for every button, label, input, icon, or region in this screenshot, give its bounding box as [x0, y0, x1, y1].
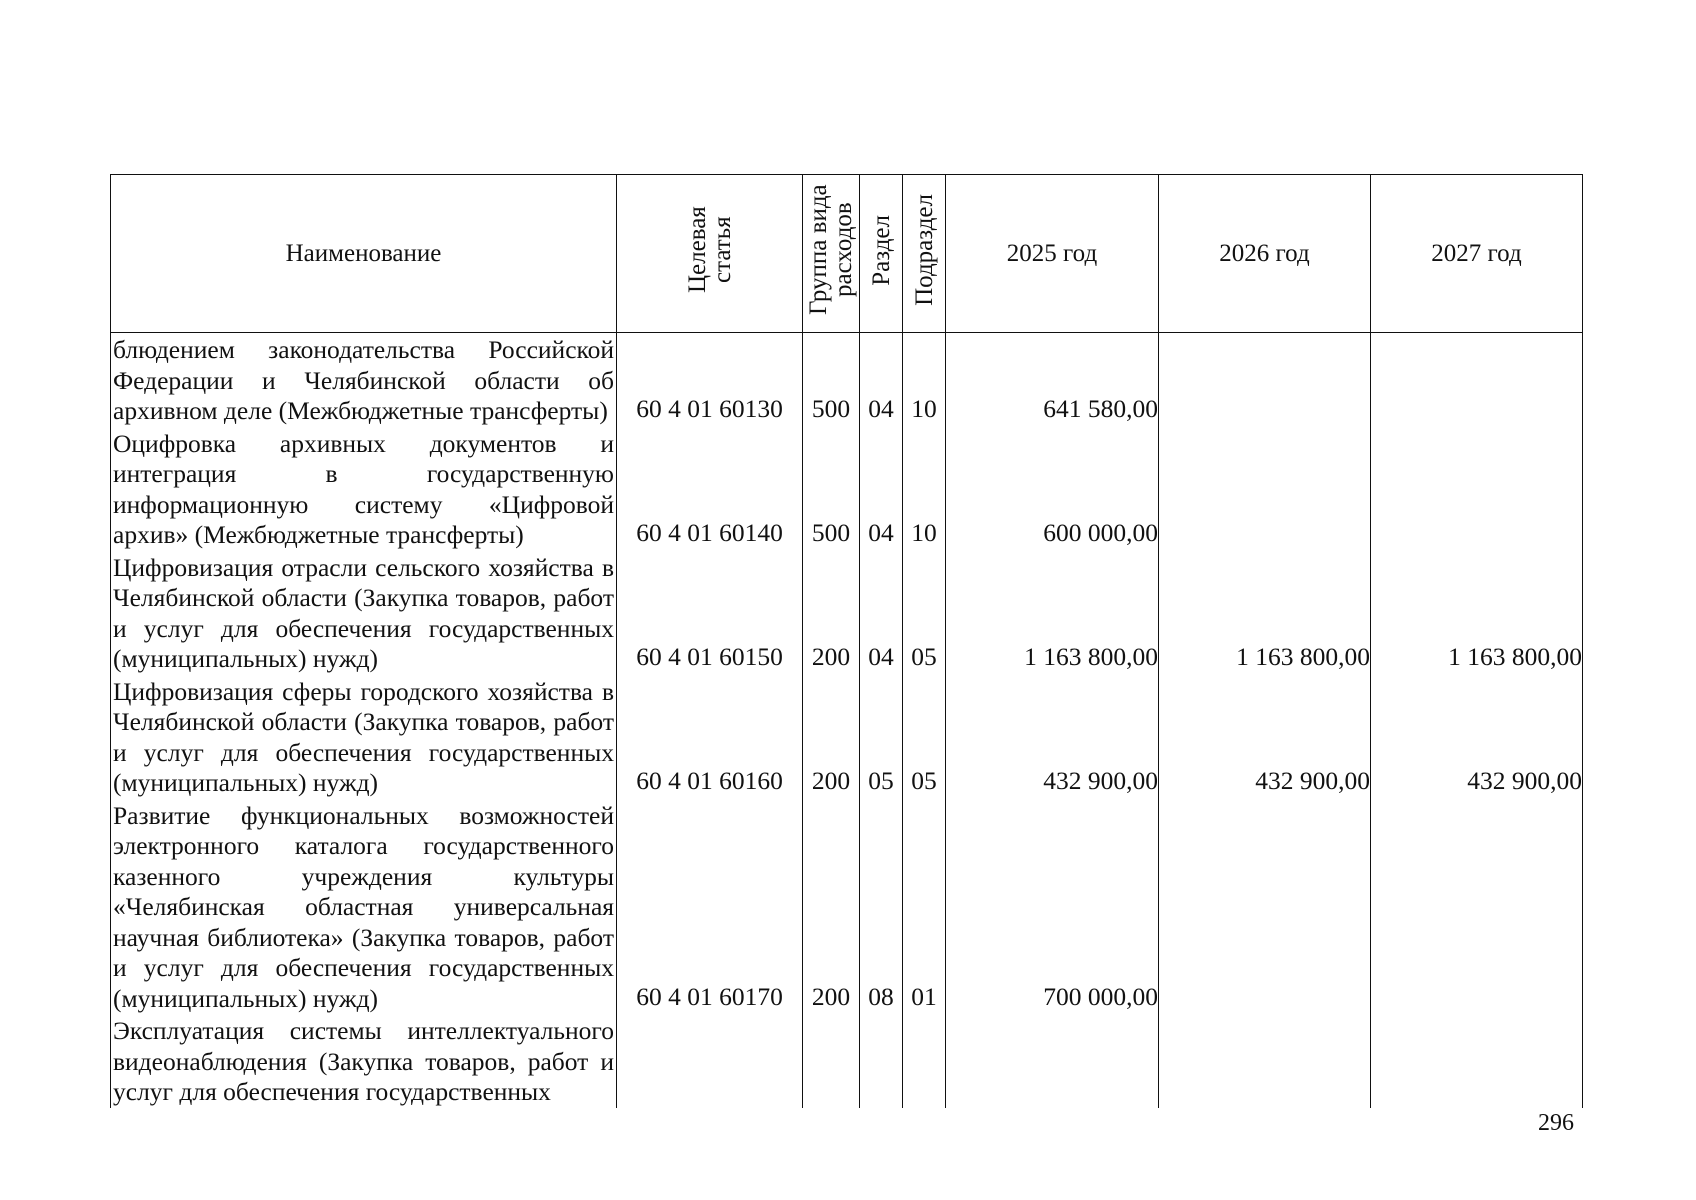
row-subsection [903, 1014, 946, 1108]
row-y2025: 700 000,00 [946, 799, 1159, 1015]
row-y2026: 1 163 800,00 [1159, 551, 1371, 675]
table-row [111, 675, 1583, 799]
row-y2027 [1371, 1014, 1583, 1108]
row-y2026 [1159, 427, 1371, 551]
row-group: 500 [803, 333, 860, 427]
row-y2025: 432 900,00 [946, 675, 1159, 799]
row-name: Оцифровка архивных документов и интеграция в государственную информационную систему «Цифровой архив» (Межбюджетные трансферты) [111, 427, 617, 551]
row-y2027 [1371, 799, 1583, 1015]
row-y2025: 1 163 800,00 [946, 551, 1159, 675]
row-article [617, 1014, 803, 1108]
header-year-2027: 2027 год [1371, 175, 1583, 333]
row-y2027 [1371, 333, 1583, 427]
row-name: Цифровизация отрасли сельского хозяйства в Челябинской области (Закупка товаров, работ и услуг для обеспечения государственных (муниципальных) нужд) [111, 551, 617, 675]
row-y2025: 641 580,00 [946, 333, 1159, 427]
row-y2025 [946, 1014, 1159, 1108]
header-section: Раздел [860, 175, 903, 333]
row-subsection: 01 [903, 799, 946, 1015]
row-group: 500 [803, 427, 860, 551]
row-y2026 [1159, 333, 1371, 427]
table-row [111, 799, 1583, 1015]
row-group: 200 [803, 799, 860, 1015]
row-subsection: 05 [903, 675, 946, 799]
budget-table [110, 174, 1583, 1108]
table-row [111, 1014, 1583, 1108]
row-name: Цифровизация сферы городского хозяйства в Челябинской области (Закупка товаров, работ и услуг для обеспечения государственных (муниципальных) нужд) [111, 675, 617, 799]
row-name: блюдением законодательства Российской Федерации и Челябинской области об архивном деле (Межбюджетные трансферты) [111, 333, 617, 427]
row-section: 05 [860, 675, 903, 799]
row-y2026 [1159, 1014, 1371, 1108]
page-number: 296 [1538, 1110, 1574, 1136]
header-year-2026: 2026 год [1159, 175, 1371, 333]
row-section: 04 [860, 551, 903, 675]
row-group: 200 [803, 675, 860, 799]
row-y2027 [1371, 427, 1583, 551]
row-subsection: 05 [903, 551, 946, 675]
row-group [803, 1014, 860, 1108]
row-article: 60 4 01 60170 [617, 799, 803, 1015]
row-subsection: 10 [903, 333, 946, 427]
row-section: 04 [860, 427, 903, 551]
header-expense-group: Группа вида расходов [803, 175, 860, 333]
row-section: 04 [860, 333, 903, 427]
table-row [111, 427, 1583, 551]
row-y2027: 432 900,00 [1371, 675, 1583, 799]
header-year-2025: 2025 год [946, 175, 1159, 333]
table-row [111, 551, 1583, 675]
header-target-article: Целевая статья [617, 175, 803, 333]
row-section: 08 [860, 799, 903, 1015]
row-name: Развитие функциональных возможностей электронного каталога государственного казенного учреждения культуры «Челябинская областная универсальная научная библиотека» (Закупка товаров, работ и услуг для обеспечения государственных (муниципальных) нужд) [111, 799, 617, 1015]
row-y2025: 600 000,00 [946, 427, 1159, 551]
row-article: 60 4 01 60160 [617, 675, 803, 799]
header-name: Наименование [111, 175, 617, 333]
row-section [860, 1014, 903, 1108]
header-subsection: Подраздел [903, 175, 946, 333]
row-group: 200 [803, 551, 860, 675]
row-y2027: 1 163 800,00 [1371, 551, 1583, 675]
row-article: 60 4 01 60140 [617, 427, 803, 551]
row-article: 60 4 01 60150 [617, 551, 803, 675]
budget-table-container [110, 174, 1582, 1106]
row-name: Эксплуатация системы интеллектуального видеонаблюдения (Закупка товаров, работ и услуг для обеспечения государственных [111, 1014, 617, 1108]
row-article: 60 4 01 60130 [617, 333, 803, 427]
row-y2026 [1159, 799, 1371, 1015]
table-row [111, 333, 1583, 427]
row-subsection: 10 [903, 427, 946, 551]
row-y2026: 432 900,00 [1159, 675, 1371, 799]
header-row [111, 175, 1583, 333]
